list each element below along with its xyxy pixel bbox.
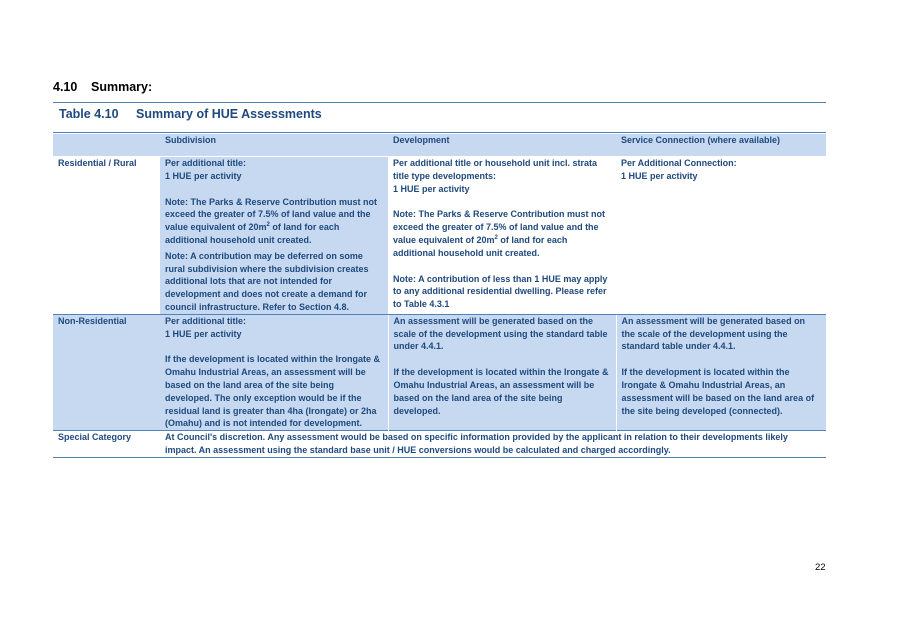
non-residential-subdivision-cell: [160, 314, 388, 430]
non-residential-subdivision-line2: 1 HUE per activity: [165, 328, 242, 339]
header-development: Development: [388, 134, 616, 157]
table-header-row: [53, 134, 826, 157]
section-number: 4.10: [53, 80, 78, 94]
non-residential-service-line1: An assessment will be generated based on the scale of the development using the standard table under 4.4.1.: [621, 315, 806, 352]
residential-development-note2: Note: A contribution of less than 1 HUE may apply to any additional residential dwelling. Please refer to Table 4.3.1: [393, 273, 608, 310]
table-row-residential: [53, 157, 826, 315]
residential-service-cell: [616, 157, 826, 315]
residential-development-line2: 1 HUE per activity: [393, 183, 470, 194]
residential-subdivision-cell: [160, 157, 388, 315]
non-residential-development-line1: An assessment will be generated based on the scale of the development using the standard table under 4.4.1.: [393, 315, 608, 352]
row-label-non-residential: Non-Residential: [53, 314, 160, 430]
table-caption: [59, 107, 322, 121]
table-title: Summary of HUE Assessments: [136, 107, 322, 121]
residential-development-note1: Note: The Parks & Reserve Contribution must not exceed the greater of 7.5% of land value and the value equivalent of $20m^2$ of land for each additional household unit created.: [393, 209, 606, 258]
header-service-connection: Service Connection (where available): [616, 134, 826, 157]
table-row-non-residential: [53, 314, 826, 430]
hue-summary-table: [53, 134, 826, 458]
page-number: 22: [815, 562, 826, 573]
non-residential-subdivision-line1: Per additional title:: [165, 315, 247, 326]
table-number: Table 4.10: [59, 107, 119, 121]
residential-subdivision-note2: Note: A contribution may be deferred on some rural subdivision where the subdivision creates additional lots that are not intended for development and does not create a demand for council infrastructure. Refer to Section 4.8.: [165, 250, 369, 312]
residential-development-cell: [388, 157, 616, 315]
residential-service-line2: 1 HUE per activity: [621, 170, 698, 181]
non-residential-service-note: If the development is located within the Irongate & Omahu Industrial Areas, an assessment will be based on the land area of the site being developed (connected).: [621, 367, 815, 416]
non-residential-subdivision-note: If the development is located within the Irongate & Omahu Industrial Areas, an assessment will be based on the land area of the site being developed. The only exception would be if the residual land is greater than 4ha (Irongate) or 2ha (Omahu) and is not intended for development.: [165, 354, 381, 429]
table-row-special-category: [53, 431, 826, 458]
residential-service-line1: Per Additional Connection:: [621, 158, 737, 168]
row-label-residential: Residential / Rural: [53, 157, 160, 315]
non-residential-development-note: If the development is located within the Irongate & Omahu Industrial Areas, an assessment will be based on the land area of the site being developed.: [393, 367, 609, 416]
section-heading: [53, 80, 152, 94]
row-label-special-category: Special Category: [53, 431, 160, 458]
header-subdivision: Subdivision: [160, 134, 388, 157]
table-title-rule: [53, 132, 826, 133]
residential-subdivision-note1: Note: The Parks & Reserve Contribution must not exceed the greater of 7.5% of land value and the value equivalent of $20m^2$ of land for each additional household unit created.: [165, 196, 378, 245]
residential-subdivision-line1: Per additional title:: [165, 158, 247, 168]
special-category-text: At Council's discretion. Any assessment would be based on specific information provided by the applicant in relation to their developments likely impact. An assessment using the standard base unit / HUE conversions would be calculated and charged accordingly.: [160, 431, 826, 458]
residential-development-line1: Per additional title or household unit incl. strata title type developments:: [393, 158, 598, 181]
table-top-rule: [53, 102, 826, 103]
non-residential-development-cell: [388, 314, 616, 430]
section-title: Summary:: [91, 80, 153, 94]
residential-subdivision-line2: 1 HUE per activity: [165, 170, 242, 181]
header-empty-cell: [53, 134, 160, 157]
non-residential-service-cell: [616, 314, 826, 430]
